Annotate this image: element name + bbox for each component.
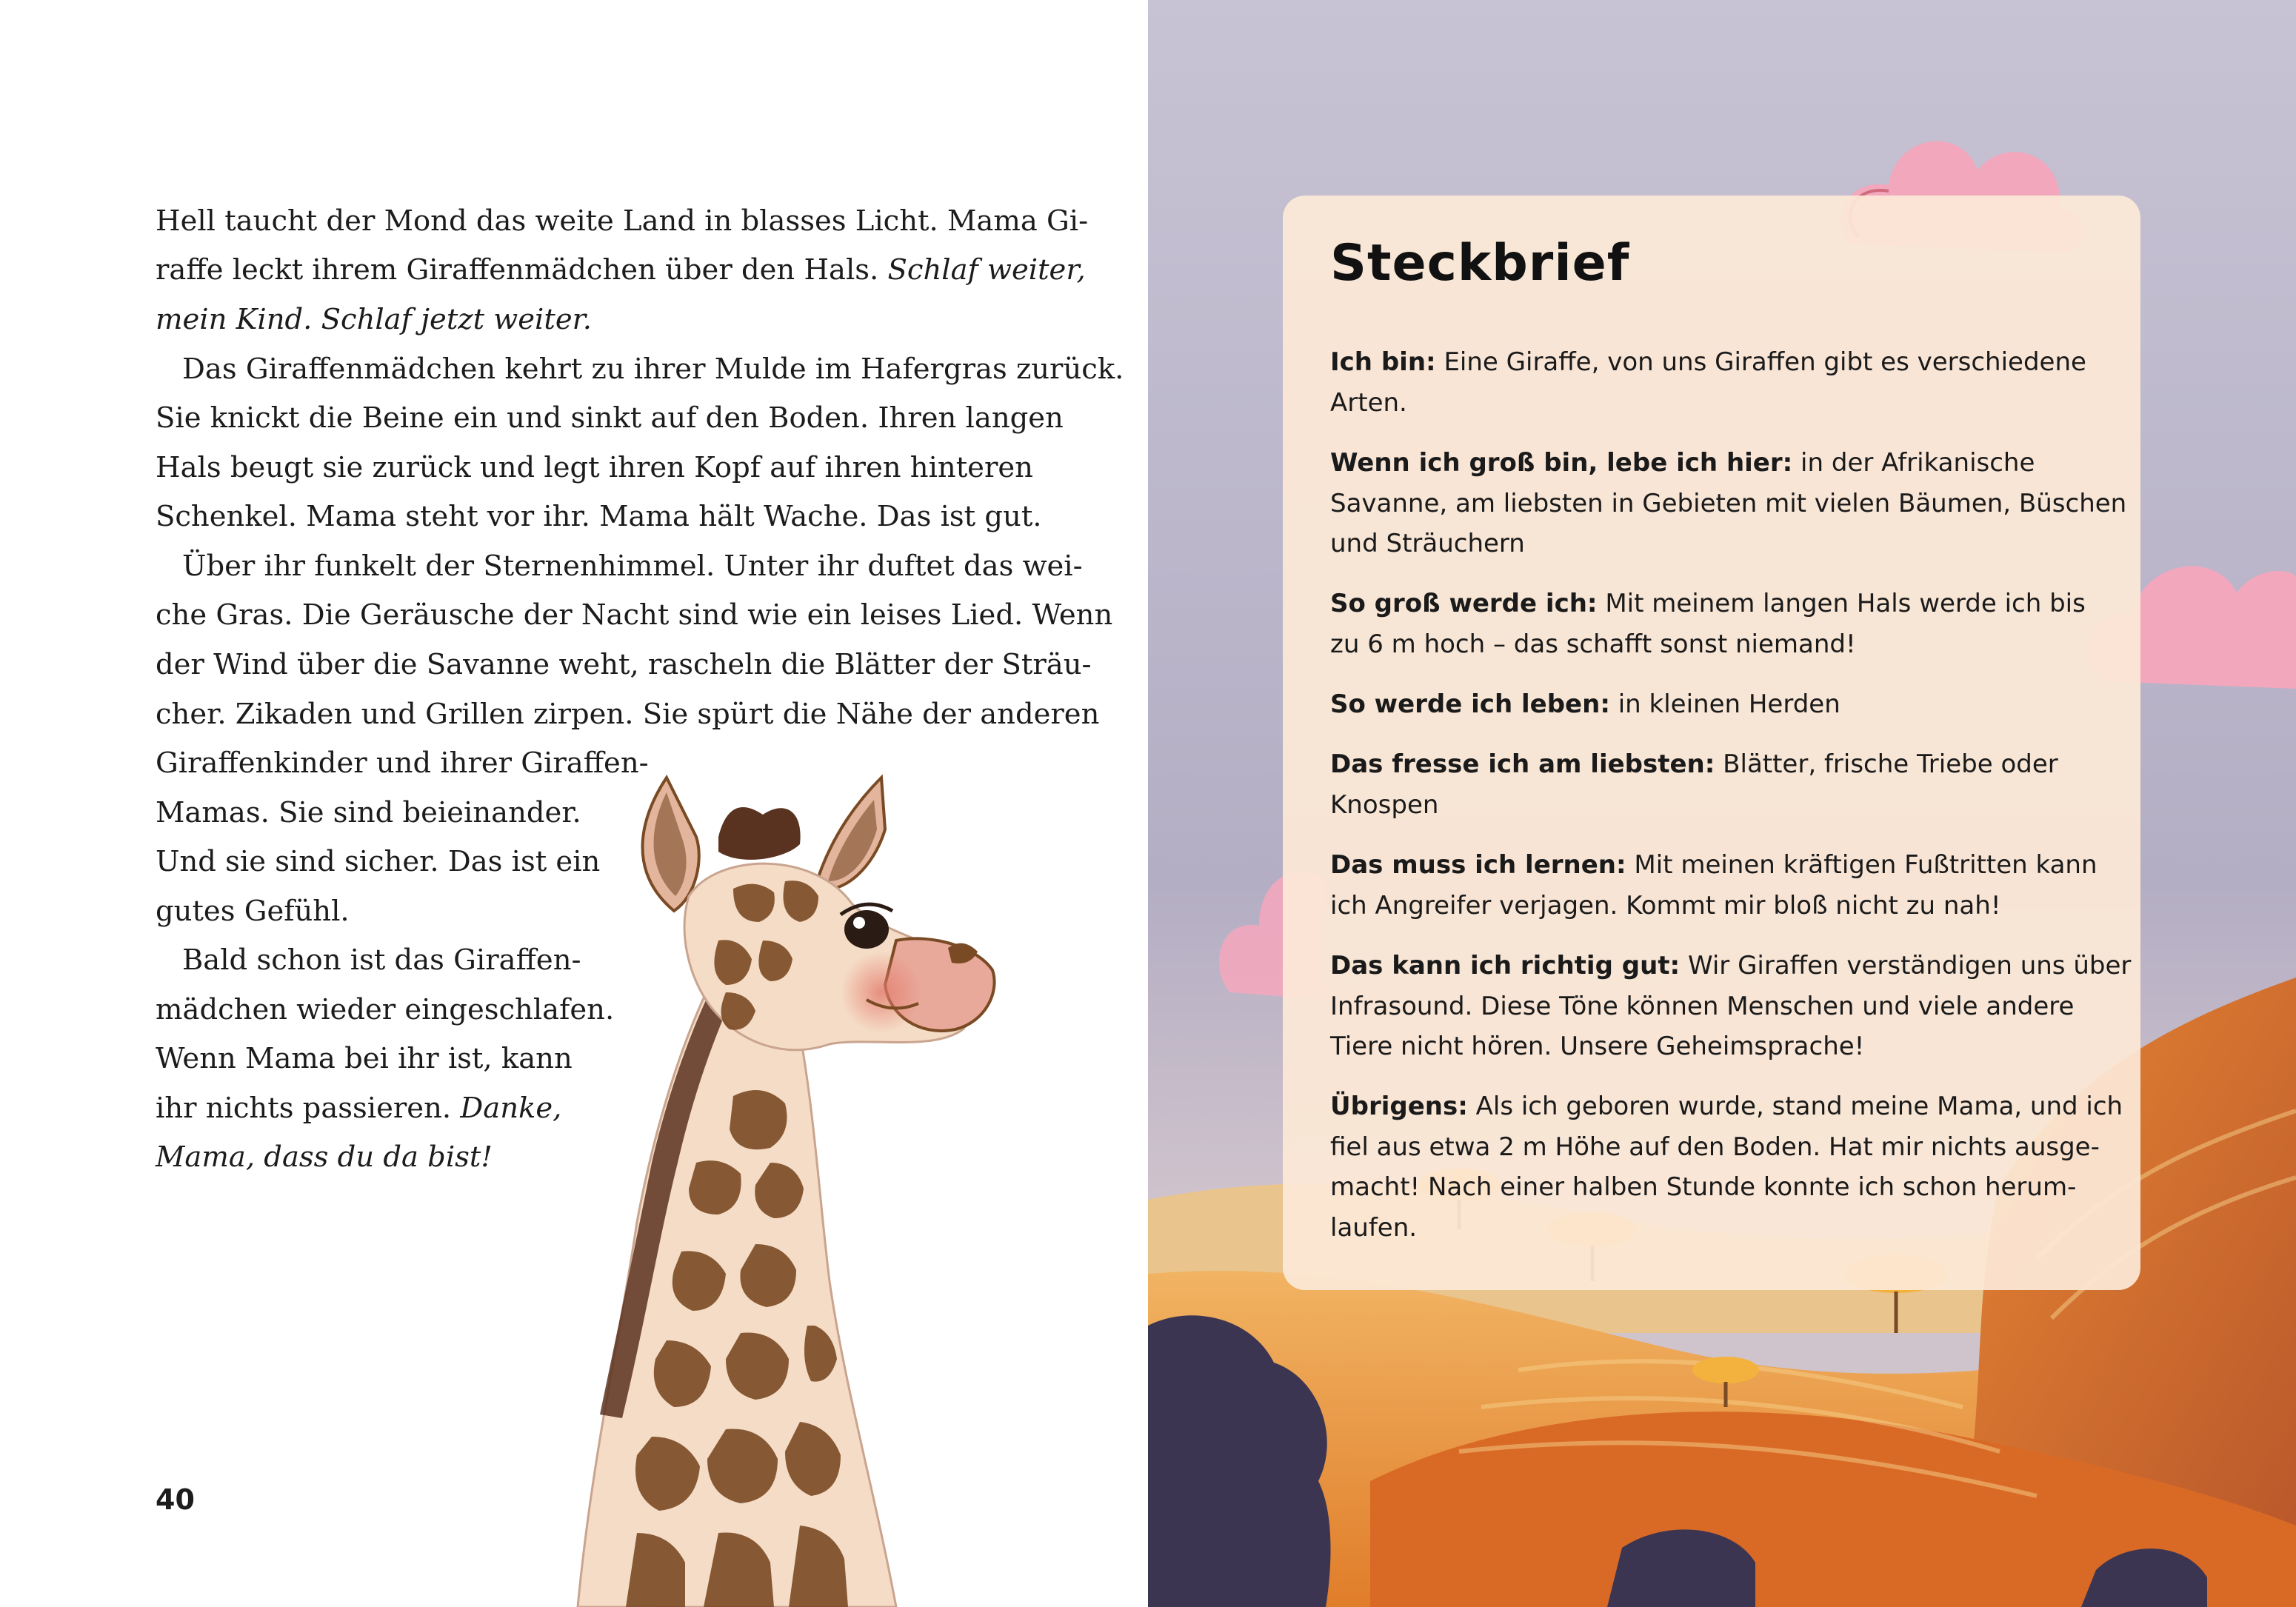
story-line bbox=[156, 1091, 561, 1126]
fact-line bbox=[1330, 744, 2115, 785]
story-line: Hals beugt sie zurück und legt ihren Kopf auf ihren hinteren bbox=[156, 451, 1033, 484]
story-line: Bald schon ist das Giraffen- bbox=[182, 943, 581, 977]
fact-text: Als ich geboren wurde, stand meine Mama, und ich bbox=[1467, 1092, 2123, 1121]
fact-line: Knospen bbox=[1330, 789, 1439, 820]
story-line: Sie knickt die Beine ein und sinkt auf den Boden. Ihren langen bbox=[156, 401, 1064, 435]
fact-line: und Sträuchern bbox=[1330, 529, 1525, 558]
story-line: cher. Zikaden und Grillen zirpen. Sie spürt die Nähe der anderen bbox=[156, 698, 1100, 731]
fact-item bbox=[1330, 443, 2127, 564]
page-number: 40 bbox=[156, 1483, 195, 1516]
fact-line bbox=[1330, 342, 2115, 383]
story-line: Mamas. Sie sind beieinander. bbox=[156, 796, 581, 829]
fact-label: Das muss ich lernen: bbox=[1330, 850, 1626, 880]
fact-item bbox=[1330, 845, 2115, 926]
fact-text: Mit meinen kräftigen Fußtritten kann bbox=[1626, 850, 2098, 880]
fact-line: zu 6 m hoch – das schafft sonst niemand! bbox=[1330, 629, 1856, 659]
fact-text: in kleinen Herden bbox=[1609, 689, 1841, 719]
fact-label: Übrigens: bbox=[1330, 1092, 1468, 1121]
story-text-italic: Schlaf weiter, bbox=[887, 253, 1086, 287]
story-line: Über ihr funkelt der Sternenhimmel. Unter ihr duftet das wei- bbox=[182, 549, 1083, 583]
story-line bbox=[156, 253, 1086, 288]
fact-line bbox=[1330, 684, 2115, 725]
fact-label: Ich bin: bbox=[1330, 347, 1436, 377]
steckbrief-title: Steckbrief bbox=[1330, 234, 1630, 293]
story-line: Giraffenkinder und ihrer Giraffen- bbox=[156, 746, 649, 780]
fact-label: Das kann ich richtig gut: bbox=[1330, 951, 1681, 980]
story-text-span: raffe leckt ihrem Giraffenmädchen über den Hals. bbox=[156, 253, 879, 287]
fact-line: Tiere nicht hören. Unsere Geheimsprache! bbox=[1330, 1032, 1865, 1061]
fact-item bbox=[1330, 684, 2115, 725]
fact-line: Infrasound. Diese Töne können Menschen und viele andere bbox=[1330, 991, 2075, 1021]
story-text-span: ihr nichts passieren. bbox=[156, 1092, 452, 1125]
story-line: Das Giraffenmädchen kehrt zu ihrer Mulde im Hafergras zurück. bbox=[182, 353, 1124, 386]
story-line: Hell taucht der Mond das weite Land in blasses Licht. Mama Gi- bbox=[156, 204, 1089, 238]
fact-line bbox=[1330, 443, 2115, 484]
fact-line: ich Angreifer verjagen. Kommt mir bloß nicht zu nah! bbox=[1330, 890, 2001, 921]
fact-line: fiel aus etwa 2 m Höhe auf den Boden. Hat mir nichts ausge- bbox=[1330, 1132, 2100, 1162]
story-text-italic: mein Kind. Schlaf jetzt weiter. bbox=[156, 303, 593, 336]
story-text-italic: Danke, bbox=[460, 1092, 562, 1125]
fact-text: Blätter, frische Triebe oder bbox=[1715, 749, 2058, 779]
fact-label: So werde ich leben: bbox=[1330, 689, 1610, 719]
fact-text: Mit meinem langen Hals werde ich bis bbox=[1597, 589, 2086, 618]
fact-line: Arten. bbox=[1330, 387, 1407, 418]
fact-label: Wenn ich groß bin, lebe ich hier: bbox=[1330, 448, 1793, 478]
fact-item bbox=[1330, 1086, 2123, 1248]
fact-line bbox=[1330, 584, 2115, 624]
fact-text: Eine Giraffe, von uns Giraffen gibt es verschiedene bbox=[1435, 347, 2086, 377]
story-line: Schenkel. Mama steht vor ihr. Mama hält Wache. Das ist gut. bbox=[156, 500, 1042, 533]
fact-item bbox=[1330, 946, 2132, 1067]
story-line bbox=[156, 1140, 493, 1175]
fact-text: Wir Giraffen verständigen uns über bbox=[1680, 951, 2132, 980]
story-line: mädchen wieder eingeschlafen. bbox=[156, 993, 615, 1026]
story-text-italic: Mama, dass du da bist! bbox=[156, 1140, 493, 1174]
fact-line: macht! Nach einer halben Stunde konnte ich schon herum- bbox=[1330, 1172, 2077, 1202]
story-line: che Gras. Die Geräusche der Nacht sind wie ein leises Lied. Wenn bbox=[156, 598, 1113, 632]
fact-line: laufen. bbox=[1330, 1212, 1418, 1243]
fact-item bbox=[1330, 584, 2115, 664]
giraffe-illustration bbox=[548, 748, 1089, 1607]
fact-line bbox=[1330, 1086, 2123, 1127]
story-line: der Wind über die Savanne weht, rascheln die Blätter der Sträu- bbox=[156, 648, 1092, 681]
fact-line bbox=[1330, 946, 2132, 986]
story-line: gutes Gefühl. bbox=[156, 895, 350, 928]
fact-text: in der Afrikanische bbox=[1792, 448, 2035, 478]
story-line: Wenn Mama bei ihr ist, kann bbox=[156, 1042, 573, 1075]
story-line bbox=[156, 302, 592, 338]
fact-label: So groß werde ich: bbox=[1330, 589, 1598, 618]
fact-line: Savanne, am liebsten in Gebieten mit vielen Bäumen, Büschen bbox=[1330, 488, 2127, 518]
fact-line bbox=[1330, 845, 2115, 886]
fact-item bbox=[1330, 744, 2115, 825]
fact-item bbox=[1330, 342, 2115, 423]
fact-label: Das fresse ich am liebsten: bbox=[1330, 749, 1715, 779]
story-line: Und sie sind sicher. Das ist ein bbox=[156, 845, 601, 878]
